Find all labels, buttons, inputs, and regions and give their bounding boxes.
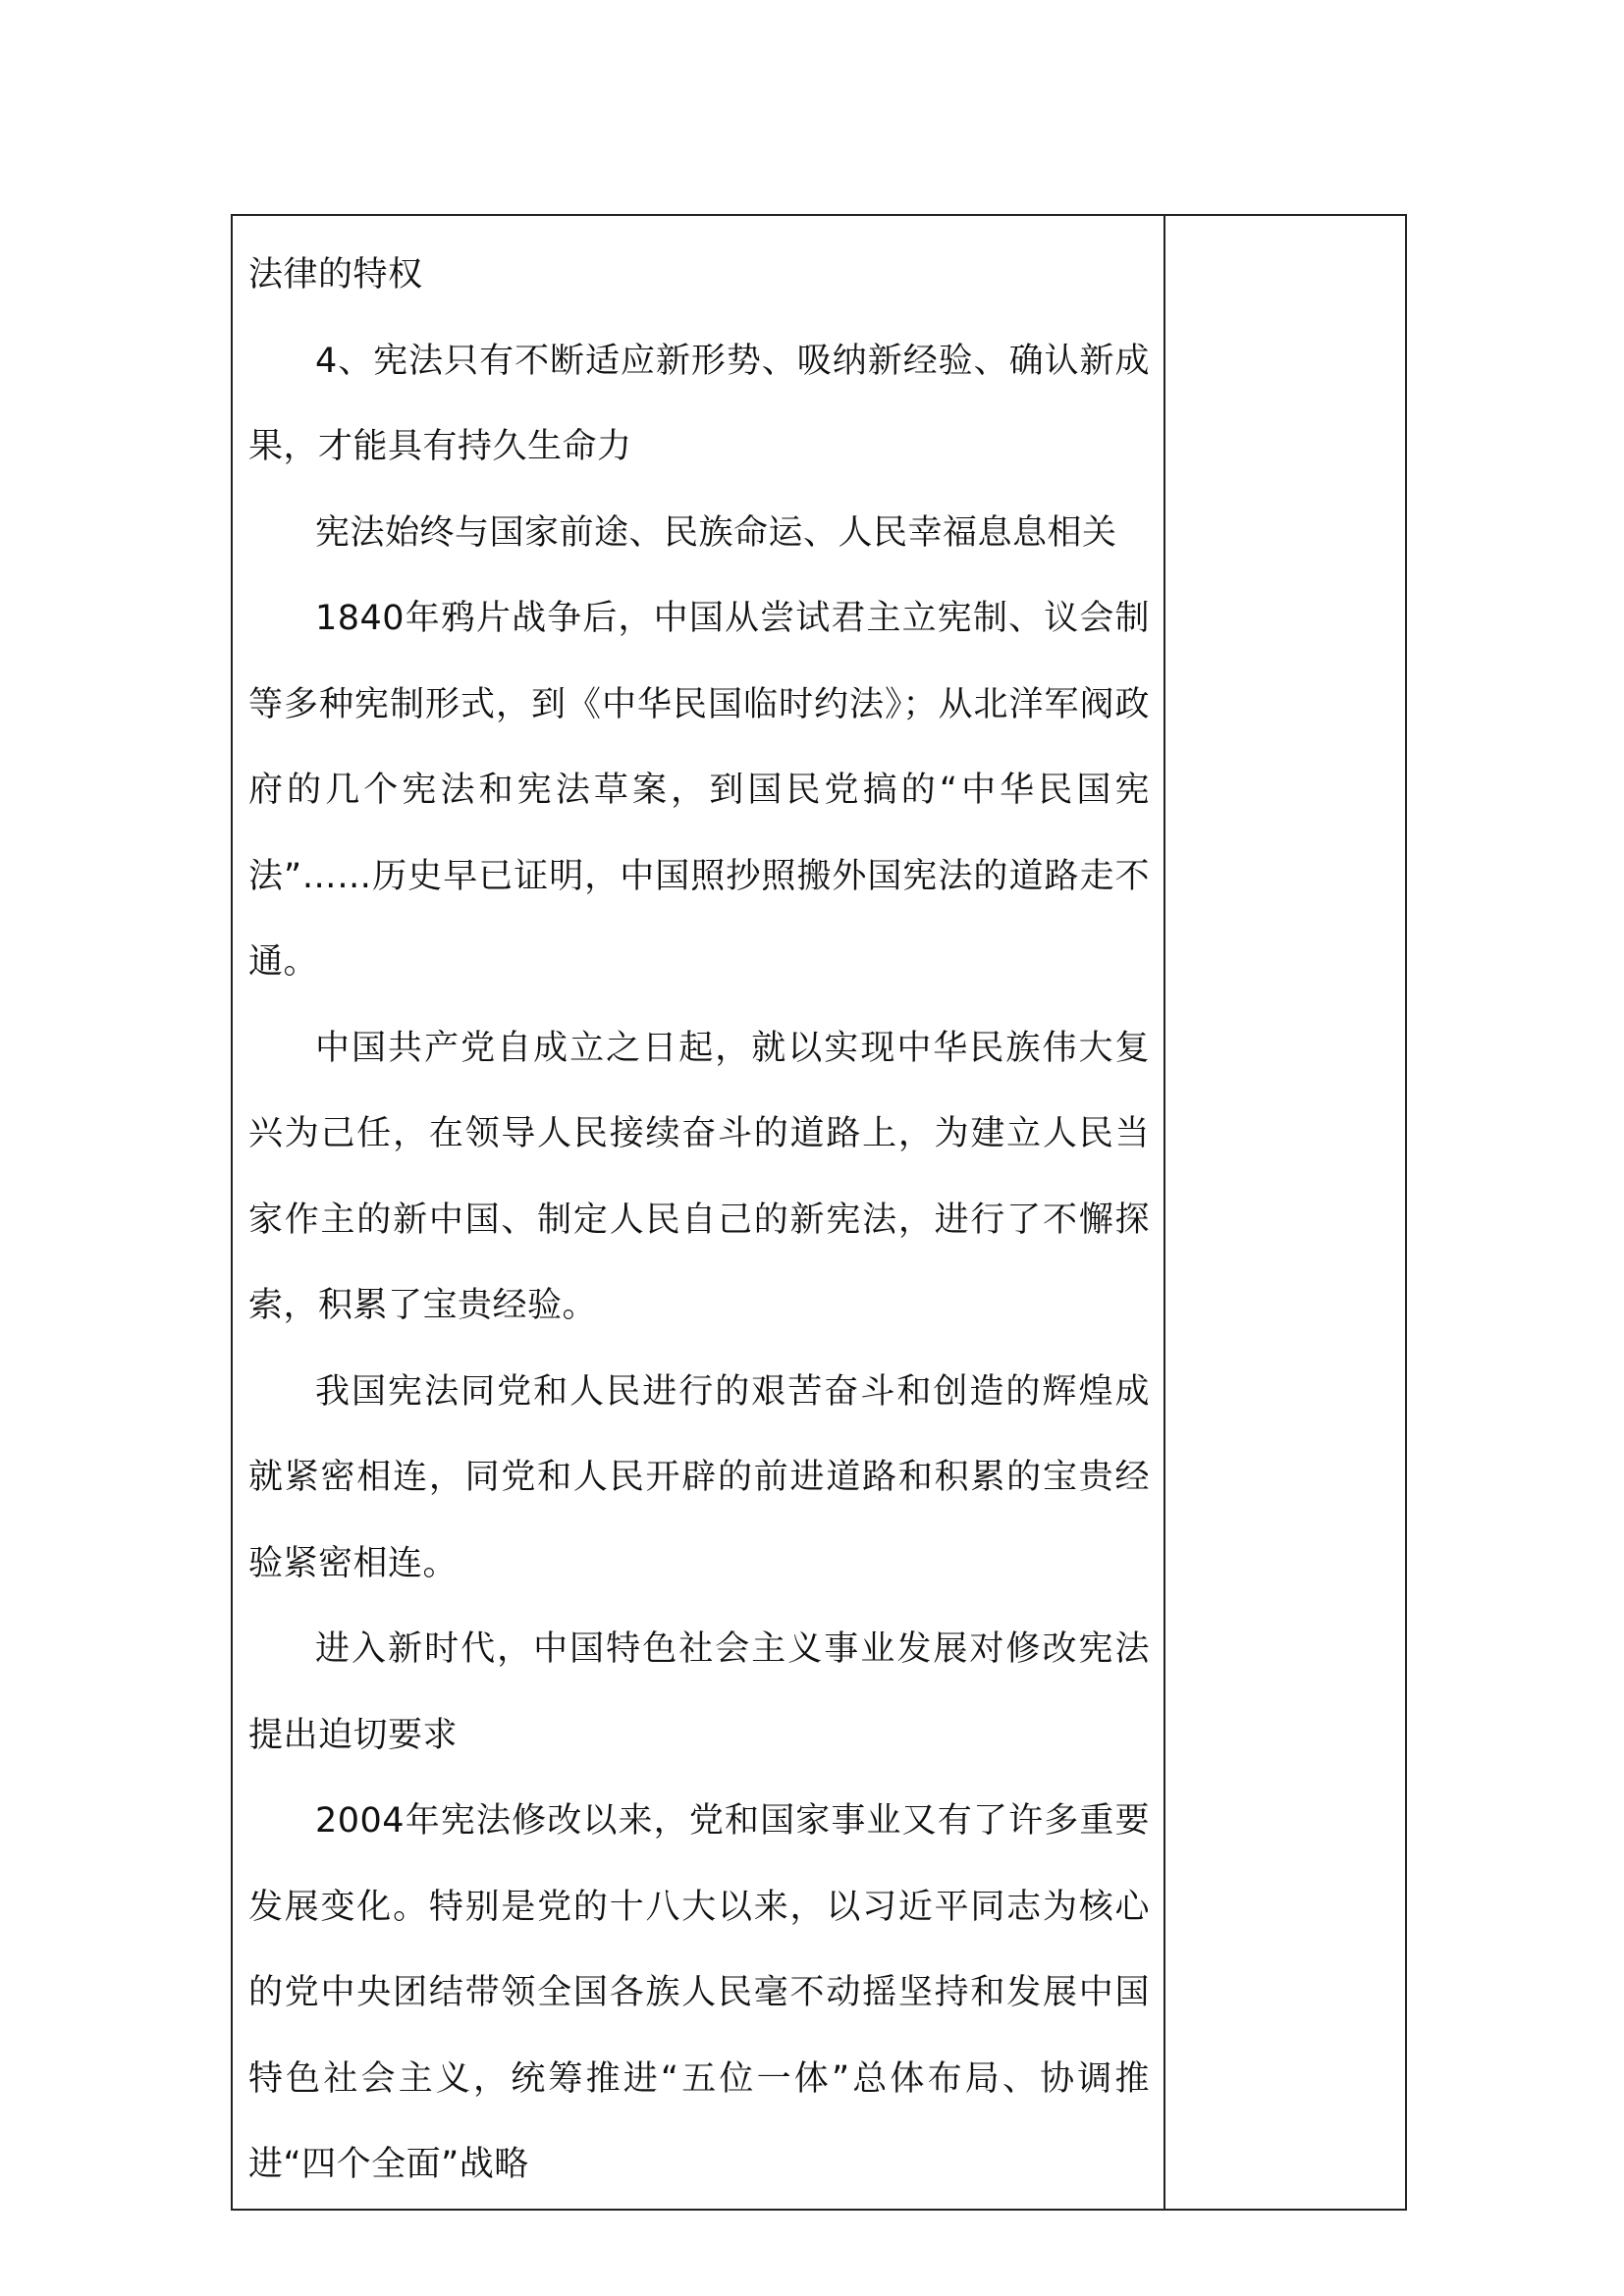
paragraph-6: 我国宪法同党和人民进行的艰苦奋斗和创造的辉煌成就紧密相连，同党和人民开辟的前进道路和积累的宝贵经验紧密相连。 <box>248 1371 1150 1583</box>
table-row <box>232 215 1406 2210</box>
main-text-cell <box>232 215 1164 2210</box>
paragraph-8: 2004年宪法修改以来，党和国家事业又有了许多重要发展变化。特别是党的十八大以来，以习近平同志为核心的党中央团结带领全国各族人民毫不动摇坚持和发展中国特色社会主义，统筹推进“五位一体”总体布局、协调推进“四个全面”战略 <box>248 1801 1150 2184</box>
paragraph-3: 宪法始终与国家前途、民族命运、人民幸福息息相关 <box>315 512 1117 553</box>
paragraph-2: 4、宪法只有不断适应新形势、吸纳新经验、确认新成果，才能具有持久生命力 <box>248 341 1150 466</box>
paragraph-7: 进入新时代，中国特色社会主义事业发展对修改宪法提出迫切要求 <box>248 1629 1150 1755</box>
paragraph-4: 1840年鸦片战争后，中国从尝试君主立宪制、议会制等多种宪制形式，到《中华民国临时约法》；从北洋军阀政府的几个宪法和宪法草案，到国民党搞的“中华民国宪法”……历史早已证明，中国照抄照搬外国宪法的道路走不通。 <box>248 599 1150 982</box>
text-body <box>233 216 1164 2209</box>
paragraph-5: 中国共产党自成立之日起，就以实现中华民族伟大复兴为己任，在领导人民接续奋斗的道路上，为建立人民当家作主的新中国、制定人民自己的新宪法，进行了不懈探索，积累了宝贵经验。 <box>248 1028 1150 1325</box>
paragraph-1: 法律的特权 <box>248 255 423 294</box>
content-table <box>231 214 1407 2211</box>
side-notes-cell <box>1164 215 1406 2210</box>
